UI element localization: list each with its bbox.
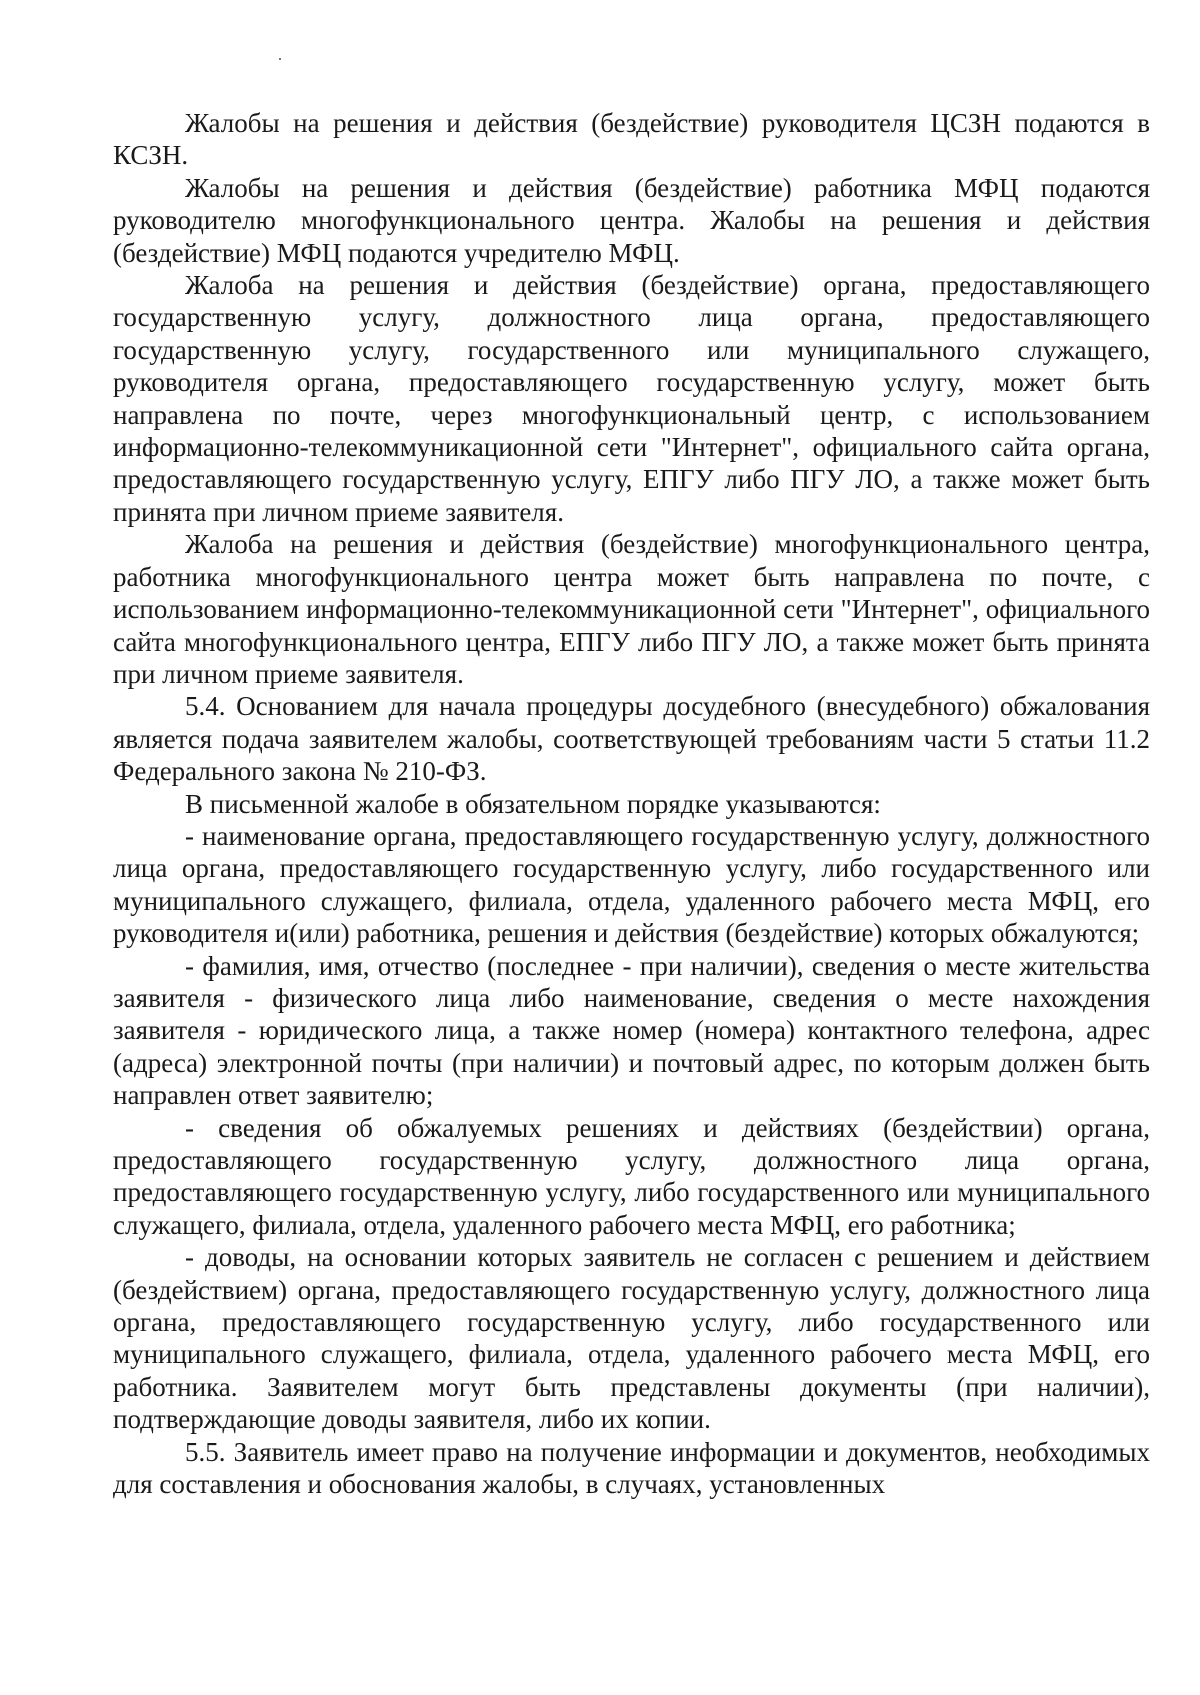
paragraph-section-5-5: 5.5. Заявитель имеет право на получение информации и документов, необходимых для составления и обоснования жалобы, в случаях, установленных: [113, 1436, 1150, 1500]
paragraph-complaint-mfc-submission: Жалоба на решения и действия (бездействие) многофункционального центра, работника многофункционального центра может быть направлена по почте, с использованием информационно-телекоммуникационной сети "Интернет", официального сайта многофункционального центра, ЕПГУ либо ПГУ ЛО, а также может быть принята при личном приеме заявителя.: [113, 529, 1150, 689]
list-item-appealed-decisions: - сведения об обжалуемых решениях и действиях (бездействии) органа, предоставляющего государственную услугу, должностного лица органа, предоставляющего государственную услугу, либо государственного или муниципального служащего, филиала, отдела, удаленного рабочего места МФЦ, его работника;: [113, 1112, 1150, 1240]
paragraph-complaint-cszn-head: Жалобы на решения и действия (бездействие) руководителя ЦСЗН подаются в КСЗН.: [113, 108, 1150, 171]
list-item-authority-name: - наименование органа, предоставляющего государственную услугу, должностного лица органа, предоставляющего государственную услугу, либо государственного или муниципального служащего, филиала, отдела, удаленного рабочего места МФЦ, его руководителя и(или) работника, решения и действия (бездействие) которых обжалуются;: [113, 820, 1150, 949]
document-body: [113, 107, 1150, 1500]
paragraph-written-complaint-intro: В письменной жалобе в обязательном порядке указываются:: [185, 788, 881, 819]
paragraph-section-5-4: 5.4. Основанием для начала процедуры досудебного (внесудебного) обжалования является подача заявителем жалобы, соответствующей требованиям части 5 статьи 11.2 Федерального закона № 210-ФЗ.: [113, 691, 1150, 787]
scan-artifact-dot: [279, 58, 281, 60]
paragraph-complaint-mfc-worker: Жалобы на решения и действия (бездействие) работника МФЦ подаются руководителю многофункционального центра. Жалобы на решения и действия (бездействие) МФЦ подаются учредителю МФЦ.: [113, 172, 1150, 268]
list-item-arguments: - доводы, на основании которых заявитель не согласен с решением и действием (бездействием) органа, предоставляющего государственную услугу, должностного лица органа, предоставляющего государственную услугу, либо государственного или муниципального служащего, филиала, отдела, удаленного рабочего места МФЦ, его работника. Заявителем могут быть представлены документы (при наличии), подтверждающие доводы заявителя, либо их копии.: [113, 1242, 1150, 1435]
list-item-applicant-details: - фамилия, имя, отчество (последнее - при наличии), сведения о месте жительства заявителя - физического лица либо наименование, сведения о месте нахождения заявителя - юридического лица, а также номер (номера) контактного телефона, адрес (адреса) электронной почты (при наличии) и почтовый адрес, по которым должен быть направлен ответ заявителю;: [113, 950, 1150, 1111]
paragraph-complaint-authority-submission: Жалоба на решения и действия (бездействие) органа, предоставляющего государственную услугу, должностного лица органа, предоставляющего государственную услугу, государственного или муниципального служащего, руководителя органа, предоставляющего государственную услугу, может быть направлена по почте, через многофункциональный центр, с использованием информационно-телекоммуникационной сети "Интернет", официального сайта органа, предоставляющего государственную услугу, ЕПГУ либо ПГУ ЛО, а также может быть принята при личном приеме заявителя.: [113, 270, 1150, 527]
